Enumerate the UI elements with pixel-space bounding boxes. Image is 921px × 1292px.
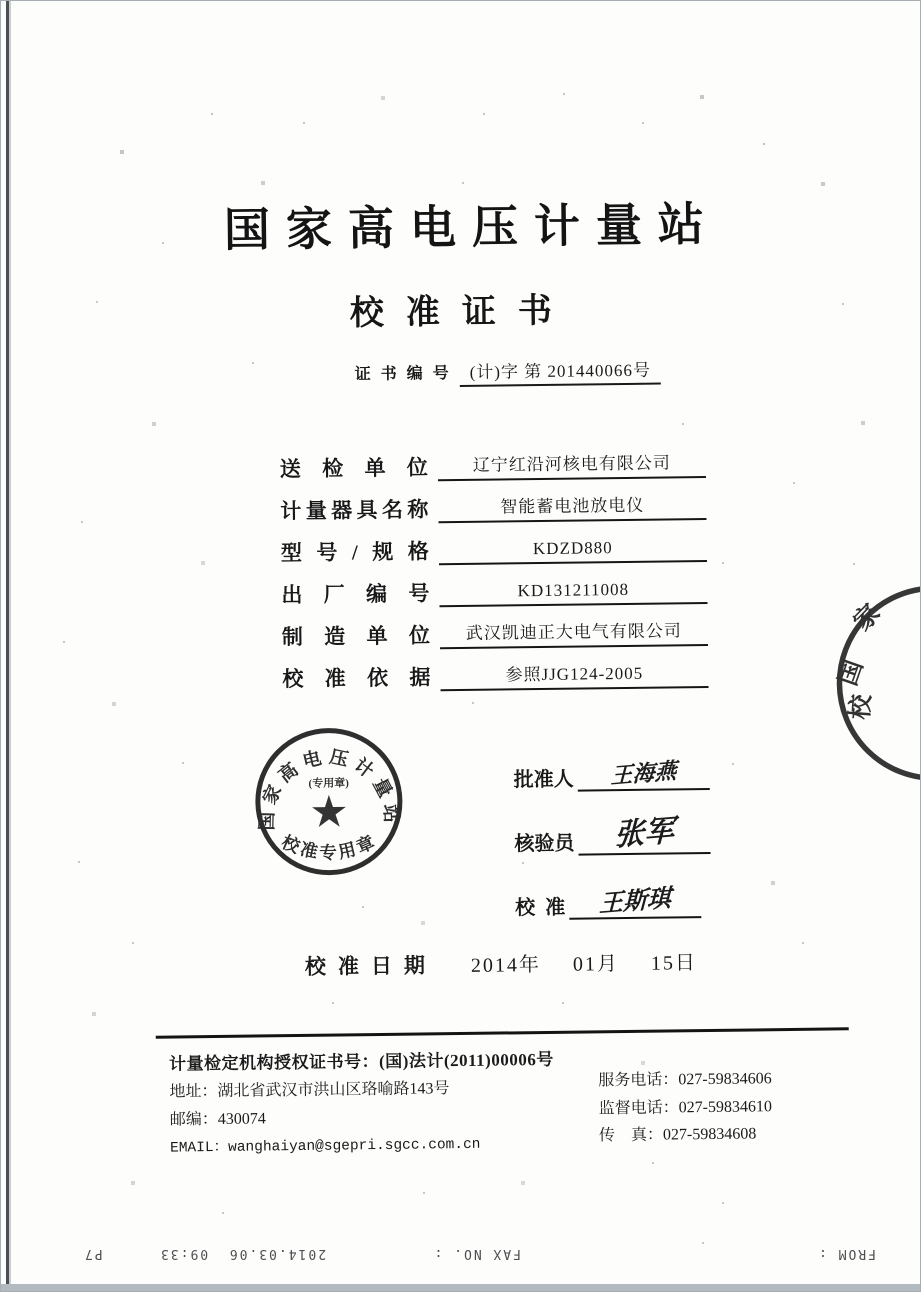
certificate-number-line [354,356,661,389]
field-value: 武汉凯迪正大电气有限公司 [440,616,708,649]
service-phone-line: 服务电话：027-59834606 [598,1070,772,1090]
address-line: 地址：湖北省武汉市洪山区珞喻路143号 [169,1080,450,1101]
signature-row-calibrator [515,854,712,920]
field-row-serial-number [281,562,707,609]
certificate-number-label: 证 书 编 号 [354,365,452,384]
calibration-year: 2014年 [470,954,542,977]
field-row-client [279,436,705,483]
edge-seal-char: 国 [834,656,869,690]
field-row-calibration-basis [282,646,708,693]
field-value: KDZD880 [439,537,707,565]
handwritten-signature: 王斯琪 [598,885,672,918]
signature-line [577,756,709,792]
field-value: 智能蓄电池放电仪 [438,490,706,523]
field-value: 参照JJG124-2005 [440,658,708,691]
calibration-date-line [305,946,729,981]
field-label: 计量器具名称 [280,497,429,524]
supervise-phone-line: 监督电话：027-59834610 [598,1097,773,1117]
certificate-fields [279,436,708,693]
field-label: 出厂编号 [281,581,430,608]
field-row-manufacturer [282,604,708,651]
signature-line [569,880,701,920]
signature-row-checker [514,790,711,856]
signature-label: 核验员 [514,832,575,856]
seal-star-icon: ★ [308,787,350,837]
certificate-number-value: (计)字 第 201440066号 [459,356,661,387]
field-row-model [281,520,707,567]
edge-seal-char: 家 [848,599,886,637]
page-title: 国家高电压计量站 [223,198,721,256]
scan-edge-highlight [9,1,11,1285]
scanner-bed-strip [1,1284,920,1291]
edge-seal-stamp [833,582,921,784]
fax-page-number: P7 [83,1246,103,1261]
fax-transmission-header [41,1241,881,1263]
signature-label: 校 准 [515,896,566,920]
calibration-day: 15日 [650,952,698,975]
calibration-month: 01月 [572,953,620,976]
field-value: KD131211008 [439,579,707,607]
postcode-line: 邮编：430074 [169,1110,266,1129]
footer-left-block [169,1046,555,1163]
authorization-number: 计量检定机构授权证书号：(国)法计(2011)00006号 [168,1049,554,1074]
signature-label: 批准人 [513,768,574,792]
field-label: 制造单位 [281,623,431,650]
doc-type-title: 校准证书 [349,292,575,333]
field-value: 辽宁红沿河核电有限公司 [438,448,706,481]
fax-number-label: FAX NO. : [432,1246,521,1261]
seal-ring-text: 国家高电压计量站 [257,747,401,831]
official-seal-stamp [243,716,415,888]
footer-right-block [598,1065,772,1150]
signature-line [578,807,711,856]
field-row-instrument-name [280,478,706,525]
scan-noise [1,1,3,3]
edge-seal-char: 校 [846,693,876,721]
field-label: 校准依据 [282,665,431,692]
field-label: 送检单位 [279,455,428,482]
signature-row-approver [513,726,710,792]
calibration-date-label: 校准日期 [304,953,438,979]
handwritten-signature: 张军 [613,814,675,853]
fax-datetime: 2014.03.06 09:33 [159,1246,327,1261]
fax-number-line: 传 真：027-59834608 [598,1125,757,1145]
seal-center-label: (专用章) [308,777,349,790]
signature-block [513,726,711,920]
field-label: 型号/规格 [280,539,429,566]
seal-bottom-text: 校准专用章 [278,830,381,863]
fax-from-label: FROM : [817,1246,876,1261]
footer-divider-line [156,1027,849,1038]
email-line: EMAIL：wanghaiyan@sgepri.sgcc.com.cn [170,1136,481,1157]
handwritten-signature: 王海燕 [610,758,677,789]
